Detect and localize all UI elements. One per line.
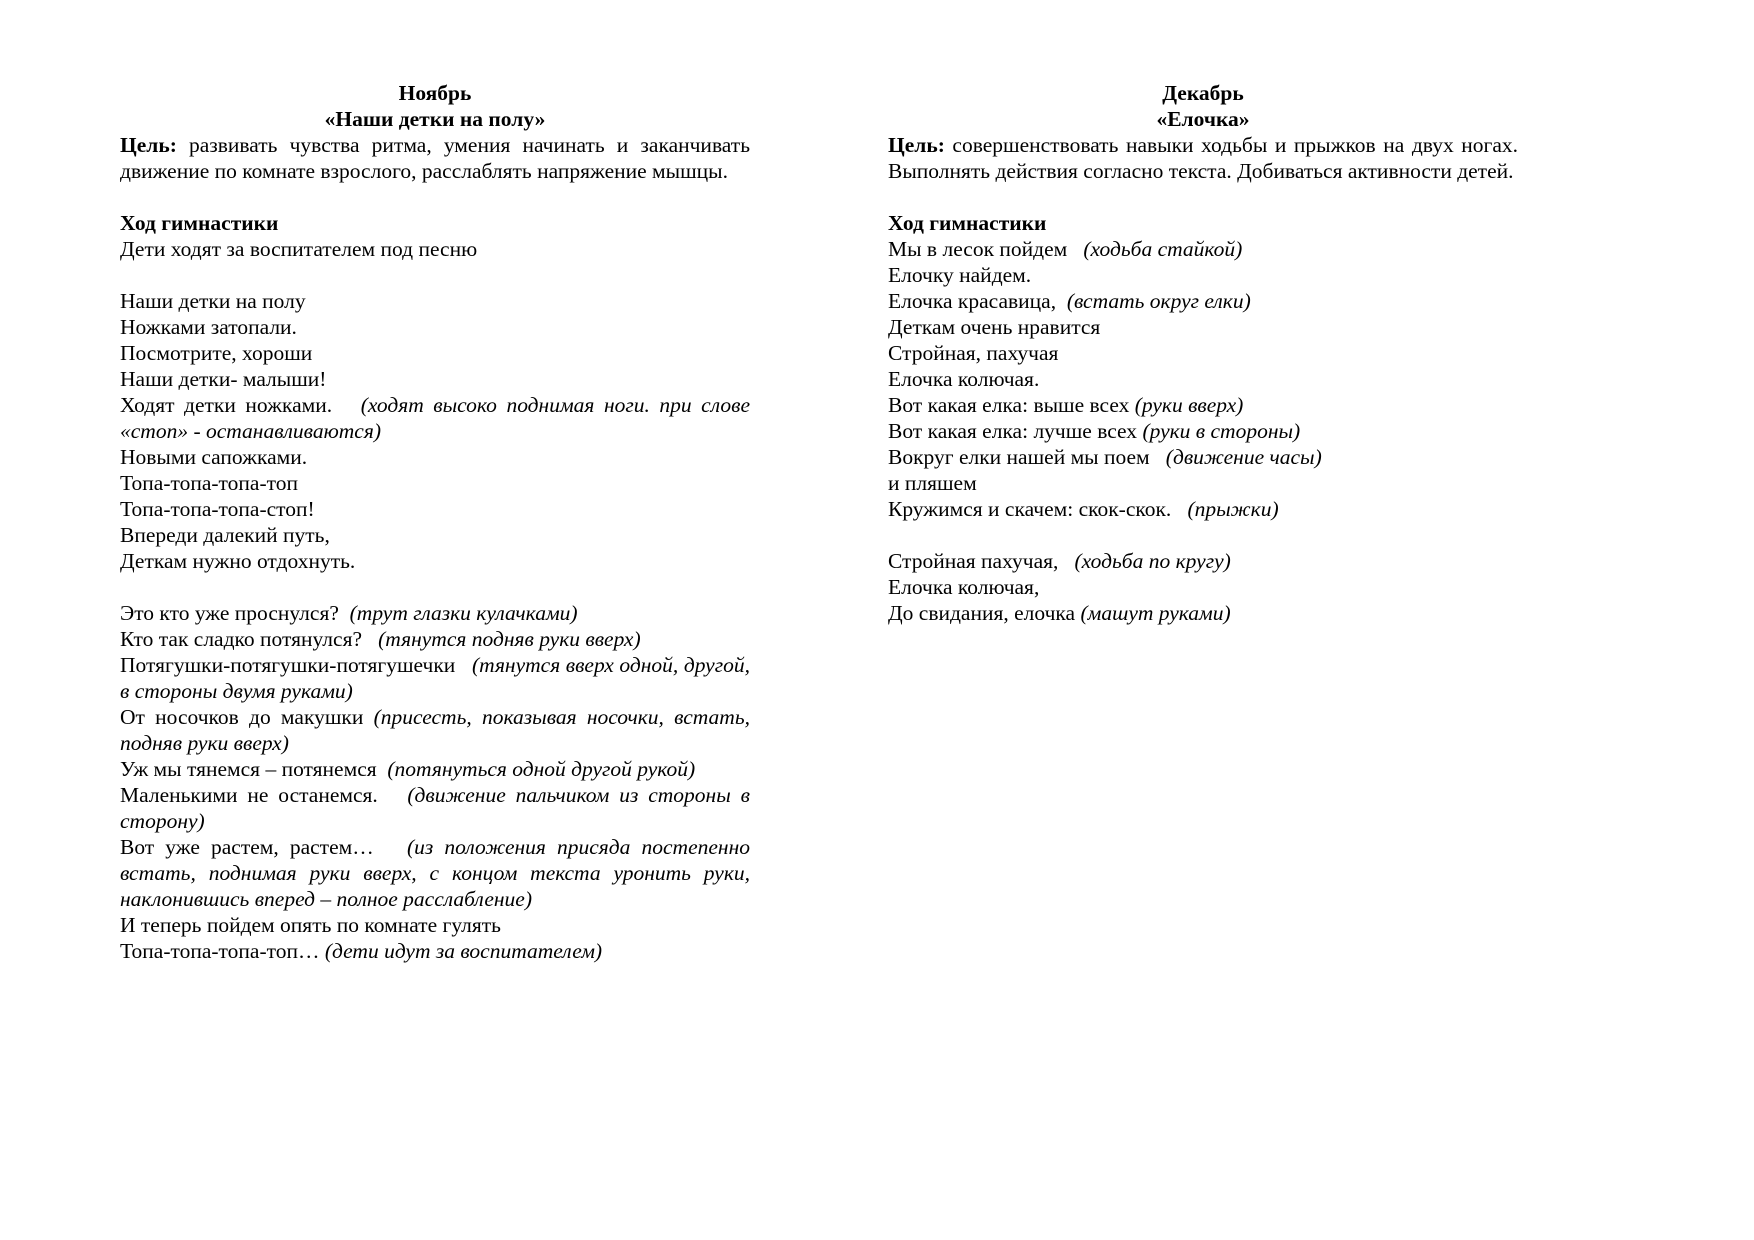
verse-text: Топа-топа-топа-топ xyxy=(120,471,298,495)
verse-line xyxy=(120,652,750,704)
verse-lines xyxy=(888,236,1518,626)
verse-text: Маленькими не останемся. xyxy=(120,783,378,807)
verse-text: До свидания, елочка xyxy=(888,601,1076,625)
section-heading: Ход гимнастики xyxy=(120,211,279,235)
verse-text: От носочков до макушки xyxy=(120,705,364,729)
action-note: (присесть, показывая носочки, встать, подняв руки вверх) xyxy=(120,705,750,755)
verse-line xyxy=(120,262,750,288)
verse-text: Потягушки-потягушки-потягушечки xyxy=(120,653,456,677)
verse-line xyxy=(120,444,750,470)
verse-text: Вот уже растем, растем… xyxy=(120,835,374,859)
verse-line xyxy=(888,496,1518,522)
action-note: (встать округ елки) xyxy=(1056,289,1251,313)
verse-line xyxy=(888,470,1518,496)
goal-text: совершенствовать навыки ходьбы и прыжков на двух ногах. Выполнять действия согласно текста. Добиваться активности детей. xyxy=(888,133,1519,183)
verse-text: Топа-топа-топа-стоп! xyxy=(120,497,315,521)
blank-line xyxy=(888,184,1518,210)
action-note: (дети идут за воспитателем) xyxy=(319,939,603,963)
verse-text: Деткам нужно отдохнуть. xyxy=(120,549,356,573)
verse-line xyxy=(120,392,750,444)
verse-line xyxy=(888,236,1518,262)
verse-text: Елочку найдем. xyxy=(888,263,1032,287)
action-note: (движение часы) xyxy=(1149,445,1322,469)
verse-text: Деткам очень нравится xyxy=(888,315,1101,339)
verse-line xyxy=(120,314,750,340)
verse-line xyxy=(120,522,750,548)
goal-label: Цель: xyxy=(120,133,177,157)
month-title: Ноябрь xyxy=(398,81,472,105)
verse-text: Уж мы тянемся – потянемся xyxy=(120,757,377,781)
action-note: (машут руками) xyxy=(1075,601,1231,625)
verse-text: Новыми сапожками. xyxy=(120,445,308,469)
verse-text: Мы в лесок пойдем xyxy=(888,237,1068,261)
verse-line xyxy=(120,600,750,626)
action-note: (потянуться одной другой рукой) xyxy=(376,757,696,781)
verse-line xyxy=(888,392,1518,418)
action-note: (тянутся вверх одной, другой, в стороны двумя руками) xyxy=(120,653,750,703)
verse-text: Кто так сладко потянулся? xyxy=(120,627,363,651)
action-note: (из положения присяда постепенно встать, поднимая руки вверх, с концом текста уронить руки, наклонившись вперед – полное расслабление) xyxy=(120,835,750,911)
action-note: (ходьба стайкой) xyxy=(1067,237,1243,261)
verse-text: Елочка колючая. xyxy=(888,367,1040,391)
action-note: (движение пальчиком из стороны в сторону) xyxy=(120,783,750,833)
verse-line xyxy=(120,756,750,782)
verse-line xyxy=(120,834,750,912)
verse-line xyxy=(120,548,750,574)
verse-line xyxy=(120,626,750,652)
verse-line xyxy=(888,366,1518,392)
verse-line xyxy=(888,548,1518,574)
verse-text: Стройная пахучая, xyxy=(888,549,1059,573)
verse-text: Дети ходят за воспитателем под песню xyxy=(120,237,478,261)
verse-line xyxy=(120,496,750,522)
verse-line xyxy=(120,288,750,314)
action-note: (тянутся подняв руки вверх) xyxy=(362,627,641,651)
goal-paragraph xyxy=(120,132,750,184)
verse-text: Впереди далекий путь, xyxy=(120,523,330,547)
verse-text: Наши детки- малыши! xyxy=(120,367,327,391)
goal-label: Цель: xyxy=(888,133,945,157)
verse-line xyxy=(888,262,1518,288)
blank-line xyxy=(120,184,750,210)
verse-text: Елочка красавица, xyxy=(888,289,1057,313)
verse-text: Топа-топа-топа-топ… xyxy=(120,939,320,963)
action-note: (трут глазки кулачками) xyxy=(338,601,578,625)
verse-line xyxy=(888,574,1518,600)
verse-text: Вот какая елка: выше всех xyxy=(888,393,1130,417)
verse-line xyxy=(888,522,1518,548)
section-heading: Ход гимнастики xyxy=(888,211,1047,235)
verse-text: Ходят детки ножками. xyxy=(120,393,333,417)
verse-line xyxy=(120,782,750,834)
verse-line xyxy=(888,444,1518,470)
verse-text: И теперь пойдем опять по комнате гулять xyxy=(120,913,501,937)
verse-line xyxy=(120,912,750,938)
verse-line xyxy=(120,236,750,262)
verse-text: Елочка колючая, xyxy=(888,575,1040,599)
verse-line xyxy=(120,470,750,496)
action-note: (ходят высоко поднимая ноги. при слове «стоп» - останавливаются) xyxy=(120,393,750,443)
verse-text: Ножками затопали. xyxy=(120,315,297,339)
goal-paragraph xyxy=(888,132,1518,184)
verse-line xyxy=(120,938,750,964)
verse-text: Вот какая елка: лучше всех xyxy=(888,419,1138,443)
goal-text: развивать чувства ритма, умения начинать и заканчивать движение по комнате взрослого, расслаблять напряжение мышцы. xyxy=(120,133,750,183)
column-december xyxy=(888,80,1518,626)
verse-text: Кружимся и скачем: скок-скок. xyxy=(888,497,1172,521)
verse-line xyxy=(120,574,750,600)
verse-text: Стройная, пахучая xyxy=(888,341,1059,365)
exercise-title: «Елочка» xyxy=(1156,107,1250,131)
action-note: (руки вверх) xyxy=(1129,393,1244,417)
month-title: Декабрь xyxy=(1162,81,1244,105)
verse-line xyxy=(888,340,1518,366)
verse-line xyxy=(120,366,750,392)
verse-line xyxy=(120,340,750,366)
verse-line xyxy=(888,314,1518,340)
verse-line xyxy=(888,288,1518,314)
verse-line xyxy=(888,418,1518,444)
verse-line xyxy=(120,704,750,756)
verse-text: Это кто уже проснулся? xyxy=(120,601,339,625)
verse-lines xyxy=(120,236,750,964)
verse-text: и пляшем xyxy=(888,471,977,495)
action-note: (прыжки) xyxy=(1171,497,1279,521)
column-november xyxy=(120,80,750,964)
action-note: (ходьба по кругу) xyxy=(1058,549,1231,573)
verse-text: Наши детки на полу xyxy=(120,289,306,313)
action-note: (руки в стороны) xyxy=(1137,419,1301,443)
verse-text: Вокруг елки нашей мы поем xyxy=(888,445,1150,469)
exercise-title: «Наши детки на полу» xyxy=(324,107,546,131)
verse-line xyxy=(888,600,1518,626)
verse-text: Посмотрите, хороши xyxy=(120,341,313,365)
